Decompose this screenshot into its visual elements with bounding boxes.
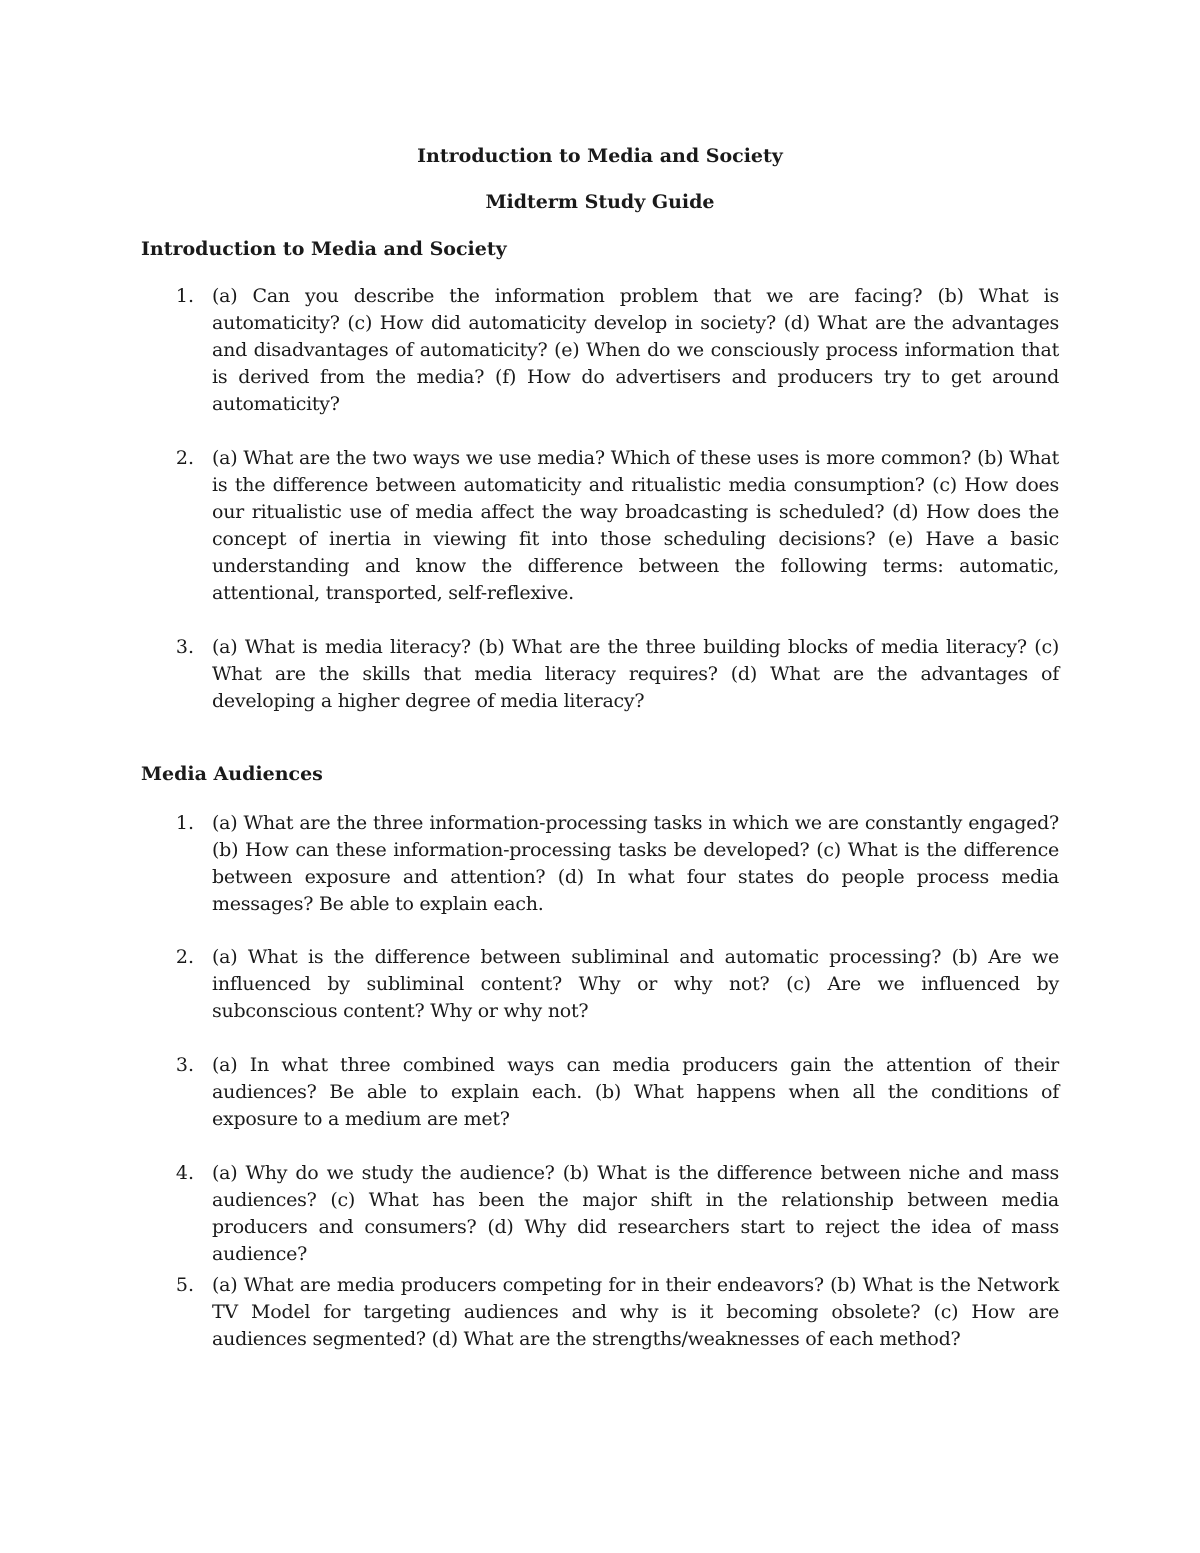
question-text: (a) Why do we study the audience? (b) What is the difference between niche and mass audiences? (c) What has been the major shift in the relationship between media producers and consumers? (d) Why did researchers start to reject the idea of mass audience? [212,1162,1059,1265]
question-number: 1. [175,812,194,834]
section-heading-intro: Introduction to Media and Society [141,238,507,260]
question-number: 1. [175,285,194,307]
question-text: (a) What are the three information-processing tasks in which we are constantly engaged? (b) How can these information-processing tasks be developed? (c) What is the difference between exposure and attention? (d) In what four states do people process media messages? Be able to explain each. [212,812,1059,915]
question-text: (a) In what three combined ways can media producers gain the attention of their audiences? Be able to explain each. (b) What happens when all the conditions of exposure to a medium are met? [212,1054,1059,1130]
document-subtitle: Midterm Study Guide [485,191,715,213]
question-text: (a) What are the two ways we use media? Which of these uses is more common? (b) What is the difference between automaticity and ritualistic media consumption? (c) How does our ritualistic use of media affect the way broadcasting is scheduled? (d) How does the concept of inertia in viewing fit into those scheduling decisions? (e) Have a basic understanding and know the difference between the following terms: automatic, attentional, transported, self-reflexive. [212,447,1059,604]
document-title: Introduction to Media and Society [417,145,783,167]
question-number: 5. [175,1274,194,1296]
question-number: 2. [175,946,194,968]
question-text: (a) Can you describe the information problem that we are facing? (b) What is automaticity? (c) How did automaticity develop in society? (d) What are the advantages and disadvantages of automaticity? (e) When do we consciously process information that is derived from the media? (f) How do advertisers and producers try to get around automaticity? [212,285,1059,415]
question-number: 4. [175,1162,194,1184]
question-text: (a) What are media producers competing for in their endeavors? (b) What is the Network TV Model for targeting audiences and why is it becoming obsolete? (c) How are audiences segmented? (d) What are the strengths/weaknesses of each method? [212,1274,1059,1350]
question-number: 2. [175,447,194,469]
question-number: 3. [175,1054,194,1076]
question-text: (a) What is media literacy? (b) What are the three building blocks of media literacy? (c) What are the skills that media literacy requires? (d) What are the advantages of developing a higher degree of media literacy? [212,636,1059,712]
section-heading-audiences: Media Audiences [141,763,323,785]
question-text: (a) What is the difference between subliminal and automatic processing? (b) Are we influenced by subliminal content? Why or why not? (c) Are we influenced by subconscious content? Why or why not? [212,946,1059,1022]
question-number: 3. [175,636,194,658]
